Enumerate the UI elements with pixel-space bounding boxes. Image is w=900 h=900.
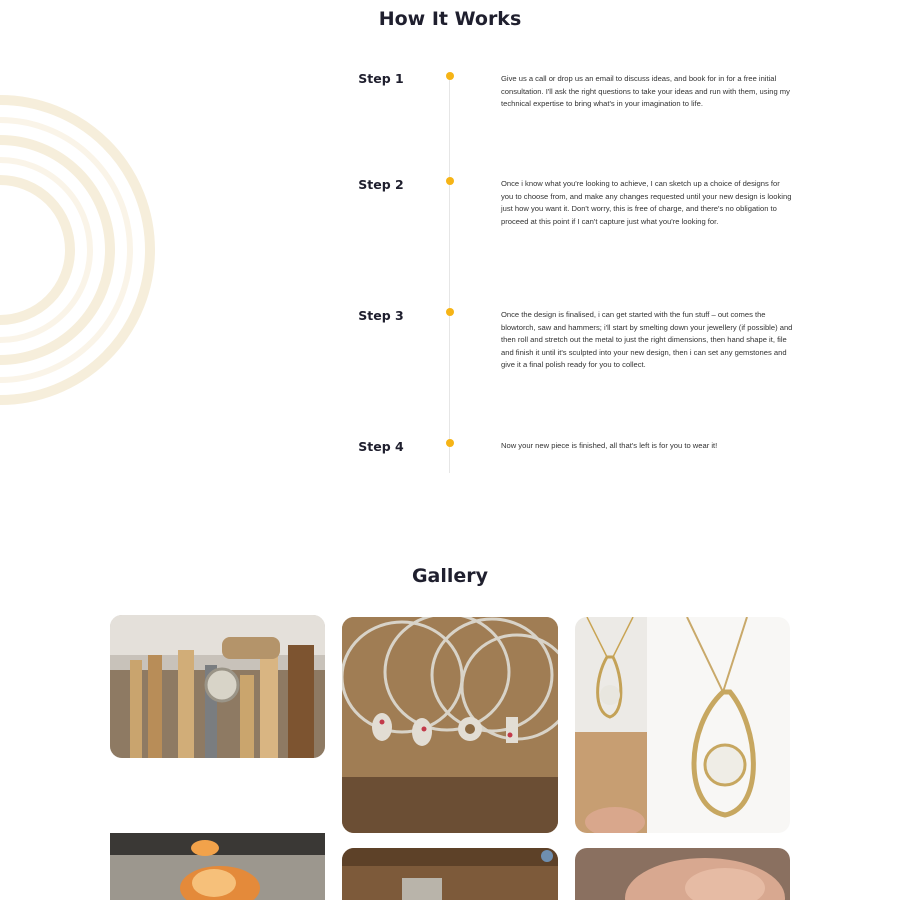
step-3-label: Step 3: [358, 308, 404, 323]
step-4-label: Step 4: [358, 439, 404, 454]
step-1-text: Give us a call or drop us an email to discuss ideas, and book for in for a free initial consultation. I'll ask the right questions to take your ideas and run with them, using my technical expertise to bring what's in your imagination to life.: [501, 74, 790, 109]
gallery-image-bangles[interactable]: [342, 617, 558, 833]
gallery-title: Gallery: [411, 565, 489, 587]
step-4-text: Now your new piece is finished, all that's left is for you to wear it!: [501, 441, 718, 450]
step-1-dot: [446, 72, 454, 80]
step-4-dot: [446, 439, 454, 447]
timeline-line: [449, 78, 450, 473]
gallery-image-workbench[interactable]: [342, 848, 558, 900]
step-3-dot: [446, 308, 454, 316]
step-1-label: Step 1: [358, 71, 404, 86]
mandala-watermark: [0, 60, 180, 440]
step-2-label: Step 2: [358, 177, 404, 192]
step-3-text: Once the design is finalised, i can get started with the fun stuff – out comes the blowtorch, saw and hammers; i'll start by smelting down your jewellery (if possible) and then roll and stretch out the metal to just the right dimensions, then hand shape it, file and finish it until it's sculpted into your new design, then i can set any gemstones and give it a final polish ready for you to collect.: [501, 310, 793, 370]
gallery-image-tools[interactable]: [110, 615, 325, 758]
step-2-dot: [446, 177, 454, 185]
gallery-image-ring-hand[interactable]: [575, 848, 790, 900]
gallery-image-blowtorch[interactable]: [110, 833, 325, 900]
gallery-image-pendant[interactable]: [575, 617, 790, 833]
how-it-works-title: How It Works: [378, 8, 522, 30]
step-2-text: Once i know what you're looking to achieve, I can sketch up a choice of designs for you to choose from, and make any changes requested until your new design is looking just how you want it. Don't worry, this is free of charge, and there's no obligation to proceed at this point if I can't capture just what you're looking for.: [501, 179, 792, 226]
